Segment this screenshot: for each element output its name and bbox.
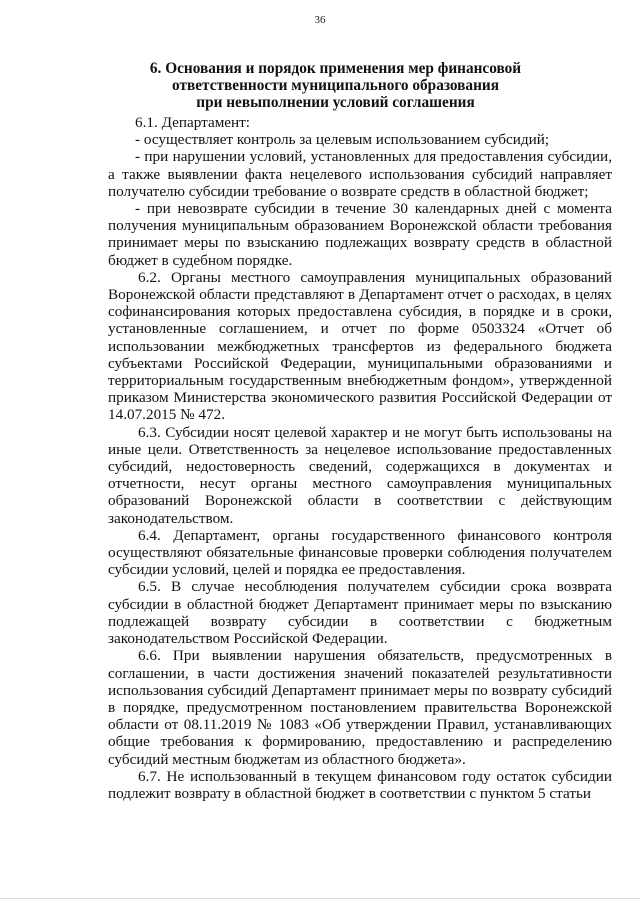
paragraph-6-4: 6.4. Департамент, органы государственного финансового контроля осуществляют обязательные финансовые проверки соблюдения получателем субсидии условий, целей и порядка ее предоставления. [108,526,612,579]
paragraph-6-3: 6.3. Субсидии носят целевой характер и не могут быть использованы на иные цели. Ответственность за нецелевое использование предоставленных субсидий, недостоверность сведений, содержащихся в документах и отчетности, несут органы местного самоуправления муниципальных образований Воронежской области в соответствии с действующим законодательством. [108,423,612,527]
paragraph-6-1: 6.1. Департамент: [135,114,251,131]
paragraph-6-7: 6.7. Не использованный в текущем финансовом году остаток субсидии подлежит возврату в областной бюджет в соответствии с пунктом 5 статьи [108,767,612,802]
section-body [108,114,612,802]
paragraph-6-1-item-1: - осуществляет контроль за целевым использованием субсидий; [135,131,550,149]
section-heading-line-1: 6. Основания и порядок применения мер финансовой [149,60,522,77]
paragraph-6-6: 6.6. При выявлении нарушения обязательств, предусмотренных в соглашении, в части достижения значений показателей результативности использования субсидий Департамент принимает меры по возврату субсидий в порядке, предусмотренном постановлением правительства Воронежской области от 08.11.2019 № 1083 «Об утверждении Правил, устанавливающих общие требования к формированию, предоставлению и распределению субсидий местным бюджетам из областного бюджета». [108,647,612,768]
paragraph-6-1-item-2: - при нарушении условий, установленных для предоставления субсидии, а также выявлении факта нецелевого использования субсидий направляет получателю субсидии требование о возврате средств в областной бюджет; [108,148,612,200]
page-number: 36 [314,14,326,26]
section-heading-line-3: при невыполнении условий соглашения [196,94,475,111]
page-bottom-edge [0,898,640,899]
paragraph-6-1-item-3: - при невозврате субсидии в течение 30 календарных дней с момента получения муниципальным образованием Воронежской области требования принимает меры по взысканию подлежащих возврату средств в областной бюджет в судебном порядке. [108,200,612,269]
section-heading-line-2: ответственности муниципального образования [172,77,499,94]
paragraph-6-5: 6.5. В случае несоблюдения получателем субсидии срока возврата субсидии в областной бюджет Департамент принимает меры по взысканию подлежащей возврату субсидии в соответствии с бюджетным законодательством Российской Федерации. [108,578,612,648]
paragraph-6-2: 6.2. Органы местного самоуправления муниципальных образований Воронежской области представляют в Департамент отчет о расходах, в целях софинансирования которых предоставлена субсидия, в порядке и в сроки, установленные соглашением, и отчет по форме 0503324 «Отчет об использовании межбюджетных трансфертов из федерального бюджета субъектами Российской Федерации, муниципальными образованиями и территориальным государственным внебюджетным фондом», утвержденной приказом Министерства экономического развития Российской Федерации от 14.07.2015 № 472. [108,268,612,424]
section-heading [108,60,563,111]
